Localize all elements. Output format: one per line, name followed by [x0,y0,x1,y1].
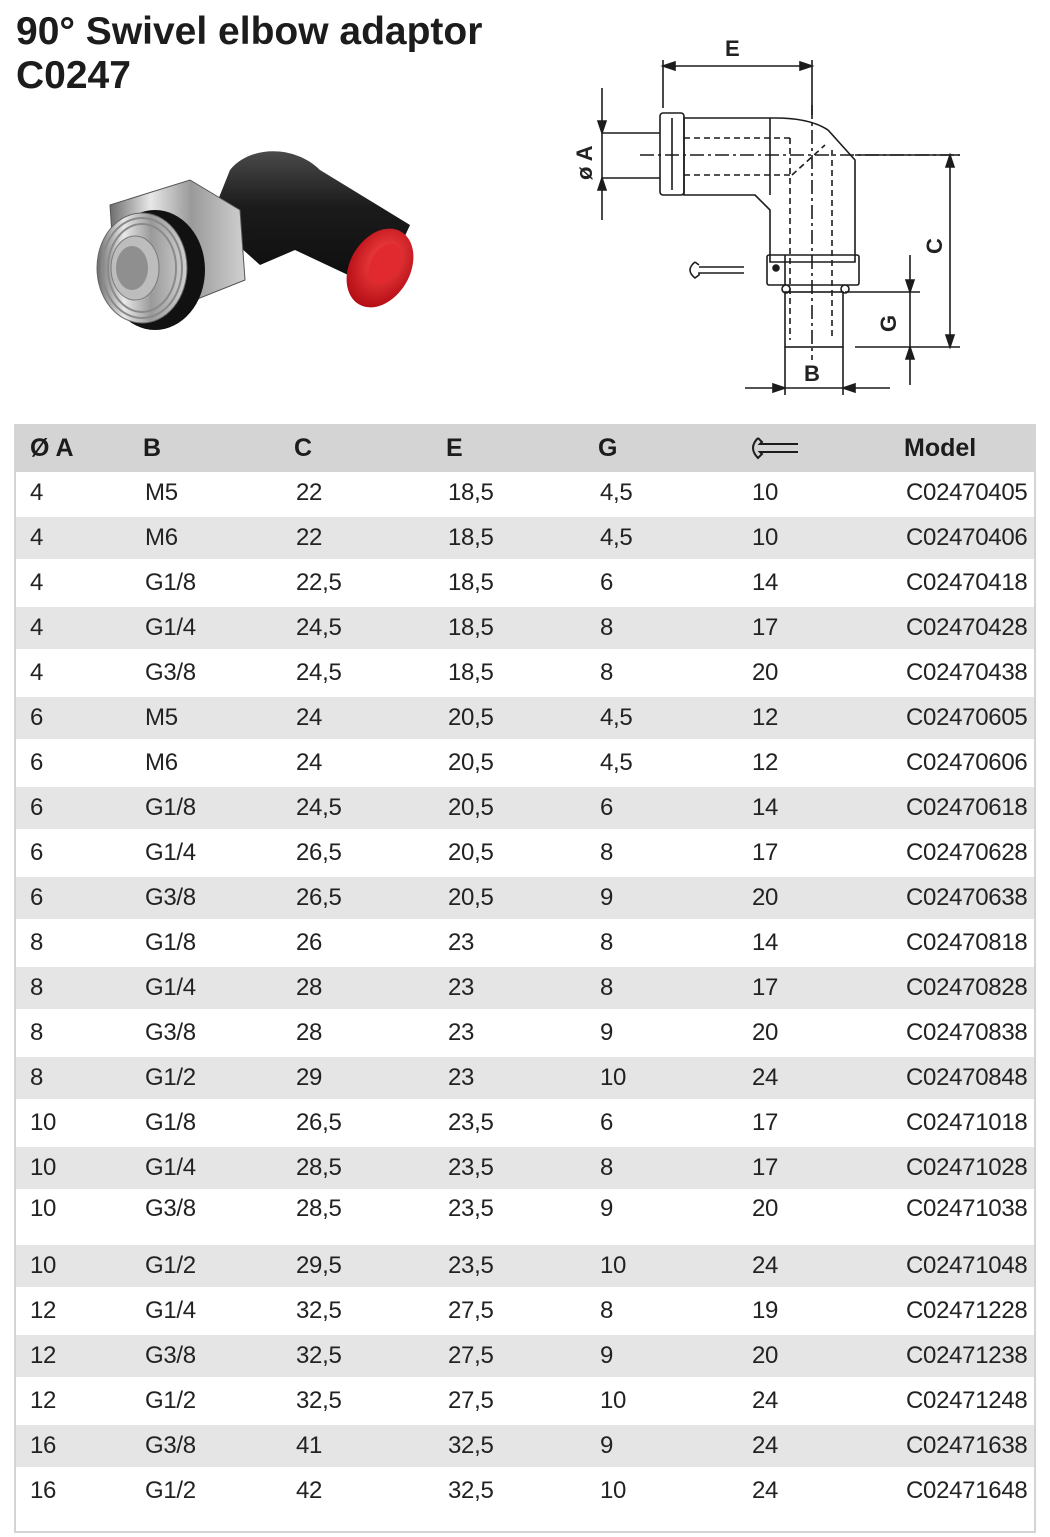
cell-g: 10 [582,1470,734,1515]
cell-c: 24,5 [278,607,430,652]
table-row [14,877,1036,922]
table-row [14,697,1036,742]
cell-g: 6 [582,787,734,832]
cell-b: M6 [127,517,278,562]
cell-diameter-a: 16 [14,1470,127,1515]
cell-e: 23,5 [430,1102,582,1147]
cell-b: G1/8 [127,1102,278,1147]
cell-c: 26,5 [278,1102,430,1147]
table-row [14,652,1036,697]
cell-diameter-a: 4 [14,562,127,607]
cell-e: 27,5 [430,1380,582,1425]
cell-e: 23,5 [430,1192,582,1245]
cell-g: 10 [582,1380,734,1425]
cell-g: 8 [582,1290,734,1335]
technical-drawing [560,30,980,400]
cell-c: 28,5 [278,1147,430,1192]
cell-g: 9 [582,1425,734,1470]
cell-e: 20,5 [430,832,582,877]
cell-c: 26,5 [278,877,430,922]
cell-diameter-a: 6 [14,877,127,922]
table-row [14,472,1036,517]
cell-e: 18,5 [430,607,582,652]
cell-g: 9 [582,1335,734,1380]
cell-wrench-size: 24 [734,1057,888,1102]
cell-b: G1/2 [127,1245,278,1290]
dim-label-c: C [922,238,947,254]
cell-wrench-size: 17 [734,1102,888,1147]
cell-g: 8 [582,1147,734,1192]
cell-wrench-size: 20 [734,1335,888,1380]
cell-model: C02470618 [888,787,1036,832]
cell-diameter-a: 8 [14,1012,127,1057]
cell-g: 4,5 [582,697,734,742]
cell-e: 20,5 [430,742,582,787]
cell-wrench-size: 10 [734,472,888,517]
header-e: E [430,424,582,472]
cell-wrench-size: 24 [734,1380,888,1425]
cell-model: C02471228 [888,1290,1036,1335]
table-row [14,1057,1036,1102]
cell-c: 32,5 [278,1290,430,1335]
cell-diameter-a: 10 [14,1245,127,1290]
cell-model: C02470605 [888,697,1036,742]
cell-c: 42 [278,1470,430,1515]
cell-e: 18,5 [430,562,582,607]
cell-wrench-size: 10 [734,517,888,562]
table-row [14,922,1036,967]
cell-b: G3/8 [127,877,278,922]
cell-wrench-size: 20 [734,1192,888,1245]
table-row [14,832,1036,877]
header-g: G [582,424,734,472]
cell-b: G1/4 [127,1147,278,1192]
cell-e: 23 [430,922,582,967]
cell-model: C02470418 [888,562,1036,607]
cell-diameter-a: 12 [14,1290,127,1335]
cell-b: G3/8 [127,1012,278,1057]
cell-c: 22,5 [278,562,430,607]
cell-model: C02470406 [888,517,1036,562]
cell-wrench-size: 12 [734,697,888,742]
specification-table [14,424,1036,1515]
header-wrench-size [734,424,888,472]
title-line-1: 90° Swivel elbow adaptor [16,10,483,53]
cell-g: 8 [582,922,734,967]
header-diameter-a: Ø A [14,424,127,472]
cell-e: 23,5 [430,1147,582,1192]
cell-model: C02470848 [888,1057,1036,1102]
cell-model: C02470818 [888,922,1036,967]
cell-b: G1/4 [127,1290,278,1335]
cell-c: 22 [278,517,430,562]
table-row [14,1380,1036,1425]
cell-diameter-a: 12 [14,1335,127,1380]
table-row [14,1147,1036,1192]
cell-wrench-size: 14 [734,562,888,607]
cell-c: 41 [278,1425,430,1470]
cell-e: 20,5 [430,787,582,832]
cell-wrench-size: 24 [734,1425,888,1470]
cell-wrench-size: 19 [734,1290,888,1335]
cell-diameter-a: 6 [14,697,127,742]
cell-e: 27,5 [430,1290,582,1335]
cell-wrench-size: 20 [734,652,888,697]
cell-wrench-size: 17 [734,967,888,1012]
cell-diameter-a: 8 [14,922,127,967]
cell-g: 9 [582,1012,734,1057]
table-row [14,1245,1036,1290]
cell-model: C02471238 [888,1335,1036,1380]
cell-c: 24,5 [278,652,430,697]
cell-model: C02470438 [888,652,1036,697]
cell-model: C02470428 [888,607,1036,652]
cell-c: 28 [278,1012,430,1057]
cell-wrench-size: 14 [734,922,888,967]
cell-c: 26,5 [278,832,430,877]
table-row [14,1425,1036,1470]
dim-label-e: E [725,36,740,61]
cell-c: 29,5 [278,1245,430,1290]
cell-c: 26 [278,922,430,967]
cell-diameter-a: 8 [14,1057,127,1102]
cell-model: C02470628 [888,832,1036,877]
cell-model: C02470638 [888,877,1036,922]
cell-b: G1/4 [127,607,278,652]
cell-diameter-a: 10 [14,1102,127,1147]
cell-e: 32,5 [430,1470,582,1515]
wrench-icon [750,433,802,463]
table-row [14,1102,1036,1147]
cell-e: 23 [430,1012,582,1057]
cell-model: C02470838 [888,1012,1036,1057]
cell-diameter-a: 16 [14,1425,127,1470]
cell-b: M6 [127,742,278,787]
cell-b: G1/8 [127,922,278,967]
cell-g: 4,5 [582,742,734,787]
cell-g: 9 [582,877,734,922]
cell-g: 4,5 [582,517,734,562]
cell-e: 20,5 [430,877,582,922]
cell-c: 32,5 [278,1380,430,1425]
cell-wrench-size: 14 [734,787,888,832]
cell-g: 8 [582,652,734,697]
cell-wrench-size: 20 [734,1012,888,1057]
cell-e: 27,5 [430,1335,582,1380]
cell-model: C02471638 [888,1425,1036,1470]
cell-model: C02471048 [888,1245,1036,1290]
cell-b: G3/8 [127,1425,278,1470]
cell-e: 18,5 [430,472,582,517]
cell-b: M5 [127,472,278,517]
table-row [14,1470,1036,1515]
table-row [14,562,1036,607]
cell-diameter-a: 10 [14,1192,127,1245]
dim-label-g: G [876,314,901,332]
table-row [14,1335,1036,1380]
table-row [14,967,1036,1012]
cell-model: C02471648 [888,1470,1036,1515]
table-row [14,1290,1036,1335]
cell-b: M5 [127,697,278,742]
cell-g: 9 [582,1192,734,1245]
dim-label-b: B [804,361,820,386]
product-photo [80,140,425,345]
table-header-row [14,424,1036,472]
table-row [14,607,1036,652]
cell-c: 22 [278,472,430,517]
cell-diameter-a: 4 [14,607,127,652]
cell-diameter-a: 12 [14,1380,127,1425]
cell-c: 32,5 [278,1335,430,1380]
cell-b: G1/2 [127,1470,278,1515]
cell-g: 8 [582,607,734,652]
table-row [14,517,1036,562]
cell-e: 20,5 [430,697,582,742]
cell-g: 10 [582,1057,734,1102]
table-row [14,742,1036,787]
cell-c: 24 [278,742,430,787]
cell-b: G1/8 [127,787,278,832]
cell-model: C02471028 [888,1147,1036,1192]
table-row [14,787,1036,832]
cell-diameter-a: 8 [14,967,127,1012]
cell-g: 6 [582,562,734,607]
cell-c: 24 [278,697,430,742]
cell-diameter-a: 4 [14,652,127,697]
header-b: B [127,424,278,472]
cell-e: 23,5 [430,1245,582,1290]
cell-b: G1/4 [127,832,278,877]
table-body [14,472,1036,1515]
cell-e: 18,5 [430,652,582,697]
cell-model: C02471248 [888,1380,1036,1425]
cell-wrench-size: 12 [734,742,888,787]
table-row [14,1192,1036,1245]
cell-wrench-size: 24 [734,1245,888,1290]
cell-wrench-size: 17 [734,832,888,877]
cell-b: G3/8 [127,1192,278,1245]
cell-b: G1/8 [127,562,278,607]
cell-g: 10 [582,1245,734,1290]
cell-wrench-size: 24 [734,1470,888,1515]
cell-model: C02470405 [888,472,1036,517]
cell-wrench-size: 20 [734,877,888,922]
cell-wrench-size: 17 [734,1147,888,1192]
cell-g: 6 [582,1102,734,1147]
title-line-2: C0247 [16,54,131,97]
cell-diameter-a: 4 [14,517,127,562]
cell-model: C02471038 [888,1192,1036,1245]
cell-model: C02470606 [888,742,1036,787]
cell-diameter-a: 6 [14,787,127,832]
header-c: C [278,424,430,472]
cell-c: 29 [278,1057,430,1102]
cell-diameter-a: 6 [14,832,127,877]
page-title [16,10,482,98]
cell-diameter-a: 10 [14,1147,127,1192]
header-model: Model [888,424,1036,472]
cell-e: 23 [430,1057,582,1102]
cell-c: 28,5 [278,1192,430,1245]
cell-b: G1/4 [127,967,278,1012]
cell-g: 8 [582,967,734,1012]
cell-e: 32,5 [430,1425,582,1470]
cell-c: 28 [278,967,430,1012]
cell-e: 18,5 [430,517,582,562]
cell-model: C02471018 [888,1102,1036,1147]
cell-wrench-size: 17 [734,607,888,652]
table-row [14,1012,1036,1057]
cell-diameter-a: 6 [14,742,127,787]
cell-g: 8 [582,832,734,877]
cell-g: 4,5 [582,472,734,517]
cell-model: C02470828 [888,967,1036,1012]
cell-b: G3/8 [127,1335,278,1380]
cell-b: G1/2 [127,1380,278,1425]
cell-c: 24,5 [278,787,430,832]
cell-b: G3/8 [127,652,278,697]
cell-diameter-a: 4 [14,472,127,517]
cell-e: 23 [430,967,582,1012]
cell-b: G1/2 [127,1057,278,1102]
dim-label-a: ø A [572,145,597,180]
